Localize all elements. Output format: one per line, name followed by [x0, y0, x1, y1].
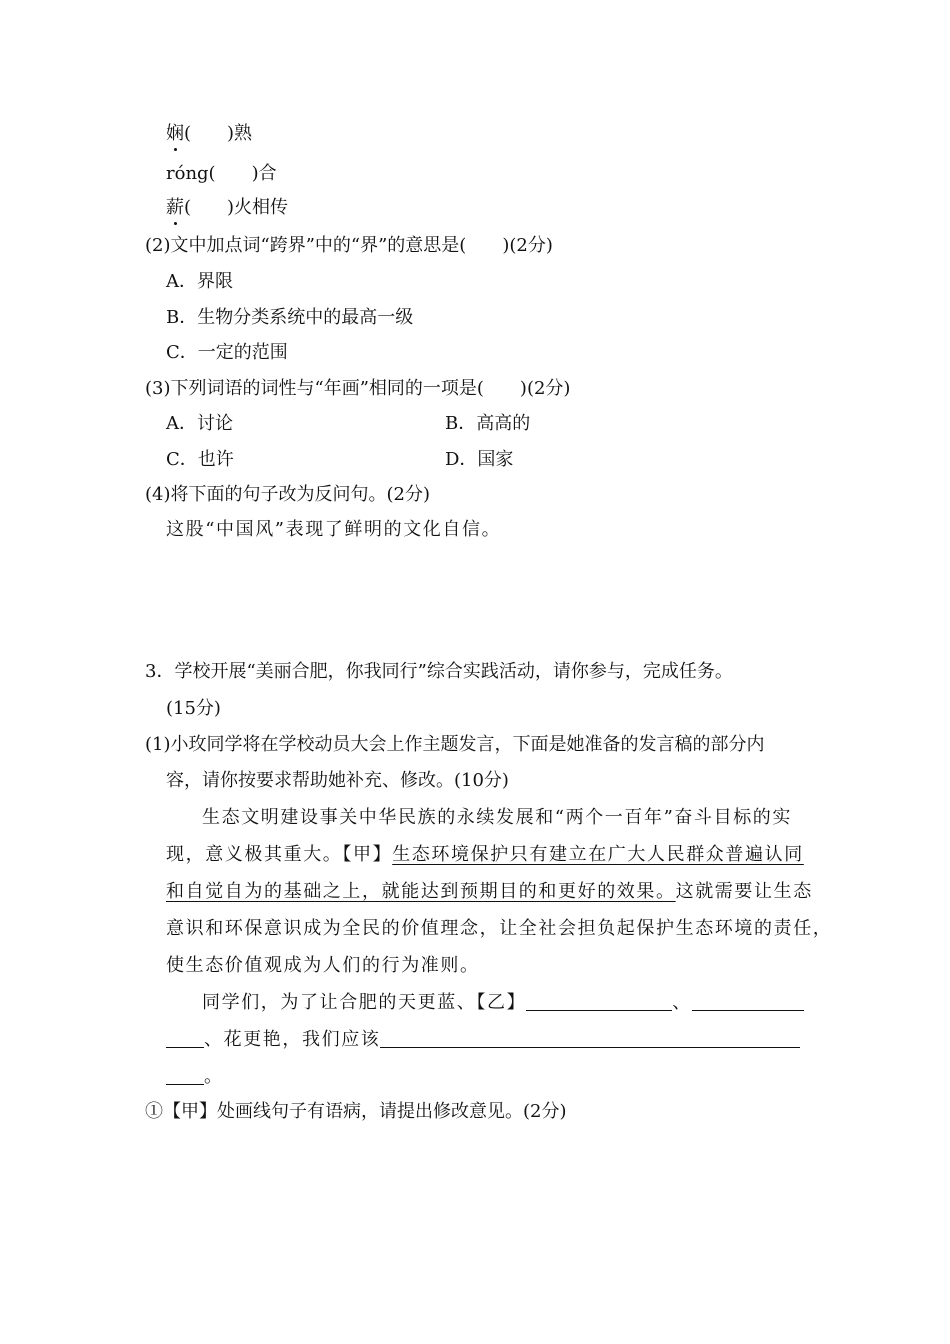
- question-2-2-stem: (2)文中加点词“跨界”中的“界”的意思是( )(2分): [145, 235, 553, 256]
- speech-paragraph-2-line3: 。: [166, 1065, 224, 1089]
- underlined-sentence-jia-cont: 和自觉自为的基础之上，就能达到预期目的和更好的效果。: [166, 881, 676, 902]
- speech-paragraph-1-line3: 和自觉自为的基础之上，就能达到预期目的和更好的效果。这就需要让生态: [166, 881, 813, 902]
- question-3-stem: 3．学校开展“美丽合肥，你我同行”综合实践活动，请你参与，完成任务。: [145, 661, 733, 682]
- question-3-1-stem-cont: 容，请你按要求帮助她补充、修改。(10分): [166, 770, 509, 791]
- underlined-sentence-jia: 生态环境保护只有建立在广大人民群众普遍认同: [392, 844, 804, 865]
- question-2-3-stem: (3)下列词语的词性与“年画”相同的一项是( )(2分): [145, 378, 571, 399]
- option-d: D．国家: [445, 449, 514, 470]
- speech-paragraph-2-line2: 、花更艳，我们应该: [166, 1028, 800, 1052]
- option-b: B．高高的: [445, 413, 531, 434]
- option-c: C．也许: [166, 449, 234, 470]
- fill-blank-should[interactable]: [380, 1029, 800, 1048]
- fill-blank-yi-2[interactable]: [692, 992, 804, 1011]
- dotted-char: 娴: [166, 123, 184, 144]
- rewrite-sentence: 这股“中国风”表现了鲜明的文化自信。: [166, 519, 502, 540]
- speech-paragraph-2: 同学们，为了让合肥的天更蓝、【乙】 、: [202, 991, 804, 1015]
- fill-blank-should-cont[interactable]: [166, 1066, 204, 1085]
- task-1: ①【甲】处画线句子有语病，请提出修改意见。(2分): [145, 1101, 567, 1122]
- word-item-2: róng( )合: [166, 163, 277, 184]
- option-a: A．讨论: [166, 413, 233, 434]
- question-3-1-stem: (1)小玫同学将在学校动员大会上作主题发言，下面是她准备的发言稿的部分内: [145, 734, 765, 755]
- speech-paragraph-1: 生态文明建设事关中华民族的永续发展和“两个一百年”奋斗目标的实: [202, 807, 793, 828]
- speech-paragraph-1-line4: 意识和环保意识成为全民的价值理念，让全社会担负起保护生态环境的责任，: [166, 918, 833, 939]
- option-c: C．一定的范围: [166, 342, 288, 363]
- option-b: B．生物分类系统中的最高一级: [166, 307, 414, 328]
- dotted-char: 薪: [166, 197, 184, 218]
- word-item-3: 薪( )火相传: [166, 197, 289, 218]
- option-a: A．界限: [166, 271, 233, 292]
- speech-paragraph-1-line5: 使生态价值观成为人们的行为准则。: [166, 955, 480, 976]
- word-item-1: 娴( )熟: [166, 123, 253, 144]
- fill-blank-yi-2-cont[interactable]: [166, 1029, 204, 1048]
- fill-blank-yi-1[interactable]: [526, 992, 672, 1011]
- question-2-4-stem: (4)将下面的句子改为反问句。(2分): [145, 484, 430, 505]
- speech-paragraph-1-line2: 现，意义极其重大。【甲】生态环境保护只有建立在广大人民群众普遍认同: [166, 844, 804, 865]
- question-3-score: (15分): [166, 698, 221, 719]
